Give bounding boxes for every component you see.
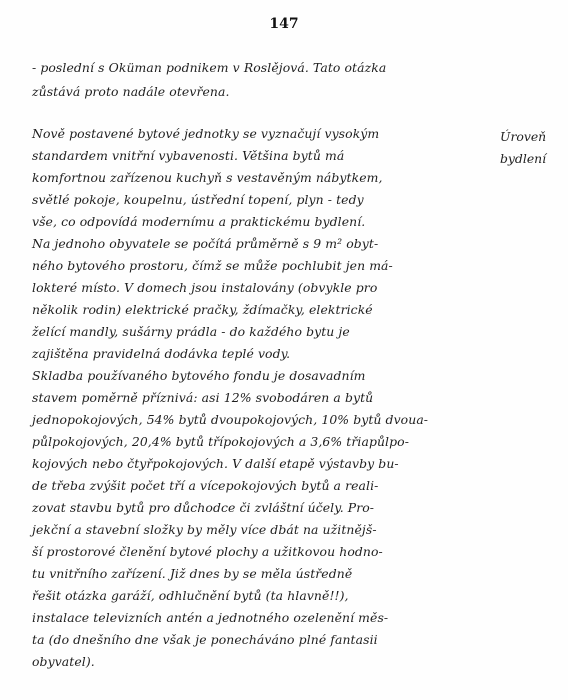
margin-note: [500, 126, 562, 170]
body-line-1: Nově postavené bytové jednotky se vyznačují vysokým: [32, 126, 380, 141]
body-line-23: instalace televizních antén a jednotného ozelenění měs-: [32, 610, 389, 625]
body-line-21: tu vnitřního zařízení. Již dnes by se měla ústředně: [32, 566, 353, 581]
body-line-8: lokteré místo. V domech jsou instalovány (obvykle pro: [32, 280, 378, 295]
body-line-5: vše, co odpovídá modernímu a praktickému bydlení.: [32, 214, 366, 229]
body-line-24: ta (do dnešního dne však je ponecháváno plné fantasii: [32, 632, 378, 647]
body-line-12: Skladba používaného bytového fondu je dosavadním: [32, 368, 366, 383]
page-number: 147: [269, 16, 299, 32]
body-line-14: jednopokojových, 54% bytů dvoupokojových, 10% bytů dvoua-: [32, 412, 429, 427]
body-line-17: de třeba zvýšit počet tří a vícepokojových bytů a reali-: [32, 478, 379, 493]
body-line-7: ného bytového prostoru, čímž se může pochlubit jen má-: [32, 258, 393, 273]
body-line-3: komfortnou zařízenou kuchyň s vestavěným nábytkem,: [32, 170, 383, 185]
body-line-4: světlé pokoje, koupelnu, ústřední topení, plyn - tedy: [32, 192, 364, 207]
margin-note-line-1: Úroveň: [500, 129, 547, 144]
body-line-11: zajištěna pravidelná dodávka teplé vody.: [32, 346, 291, 361]
body-line-20: ší prostorové členění bytové plochy a užitkovou hodno-: [32, 544, 383, 559]
body-line-13: stavem poměrně příznivá: asi 12% svobodáren a bytů: [32, 390, 374, 405]
body-line-10: želící mandly, sušárny prádla - do každého bytu je: [32, 324, 350, 339]
intro-line-1: - poslední s Oküman podnikem v Roslějová. Tato otázka: [32, 60, 387, 75]
body-line-25: obyvatel).: [32, 654, 95, 669]
body-line-15: půlpokojových, 20,4% bytů třípokojových a 3,6% třiapůlpo-: [32, 434, 409, 449]
body-line-6: Na jednoho obyvatele se počítá průměrně s 9 m² obyt-: [32, 236, 379, 251]
body-line-2: standardem vnitřní vybavenosti. Většina bytů má: [32, 148, 345, 163]
body-line-18: zovat stavbu bytů pro důchodce či zvláštní účely. Pro-: [32, 500, 375, 515]
intro-line-2: zůstává proto nadále otevřena.: [32, 84, 230, 99]
body-line-22: řešit otázka garáží, odhlučnění bytů (ta hlavně!!),: [32, 588, 349, 603]
body-line-9: několik rodin) elektrické pračky, ždímačky, elektrické: [32, 302, 373, 317]
body-line-16: kojových nebo čtyřpokojových. V další etapě výstavby bu-: [32, 456, 399, 471]
body-line-19: jekční a stavební složky by měly více dbát na užitnějš-: [32, 522, 377, 537]
margin-note-line-2: bydlení: [500, 151, 547, 166]
